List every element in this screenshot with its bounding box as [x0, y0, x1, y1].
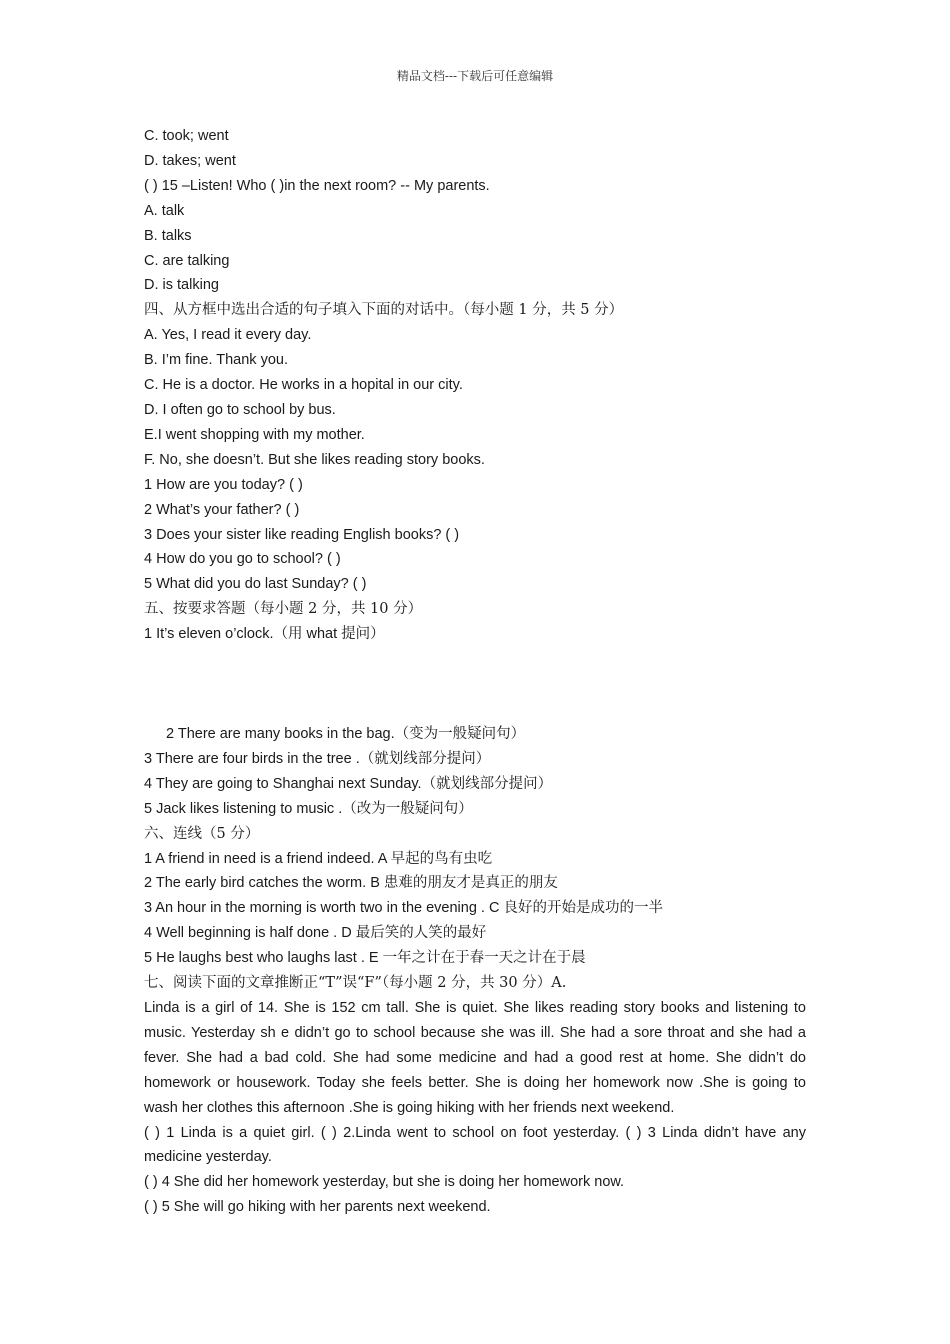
question-line: 2 What’s your father? ( ) — [144, 501, 300, 518]
answer-space — [144, 647, 806, 722]
section-heading: 七、阅读下面的文章推断正“T”误“F”（每小题 2 分，共 30 分）A. — [144, 975, 567, 992]
option-line: D. is talking — [144, 277, 219, 294]
question-line: ( ) 4 She did her homework yesterday, but she is doing her homework now. — [144, 1174, 625, 1191]
option-line: F. No, she doesn’t. But she likes reading story books. — [144, 451, 485, 468]
question-line: 3 Does your sister like reading English books? ( ) — [144, 526, 460, 543]
option-line: C. are talking — [144, 252, 230, 269]
section-heading: 六、连线（5 分） — [144, 825, 260, 842]
question-line: ( ) 15 –Listen! Who ( )in the next room? -- My parents. — [144, 177, 490, 194]
matching-line: 3 An hour in the morning is worth two in the evening . C 良好的开始是成功的一半 — [144, 900, 663, 917]
matching-line: 5 He laughs best who laughs last . E 一年之计在于春一天之计在于晨 — [144, 950, 586, 967]
true-false-questions: ( ) 1 Linda is a quiet girl. ( ) 2.Linda went to school on foot yesterday. ( ) 3 Linda didn’t have any medicine yesterday. — [144, 1124, 806, 1166]
question-line: 2 There are many books in the bag.（变为一般疑问句） — [166, 726, 526, 743]
question-line: 5 Jack likes listening to music .（改为一般疑问句） — [144, 800, 473, 817]
text-line: C. took; went — [144, 128, 229, 144]
text-line: D. takes; went — [144, 152, 236, 169]
section-heading: 四、从方框中选出合适的句子填入下面的对话中。（每小题 1 分，共 5 分） — [144, 302, 624, 319]
section-heading: 五、按要求答题（每小题 2 分，共 10 分） — [144, 601, 423, 618]
matching-line: 1 A friend in need is a friend indeed. A 早起的鸟有虫吃 — [144, 850, 493, 867]
option-line: E.I went shopping with my mother. — [144, 426, 365, 443]
option-line: A. Yes, I read it every day. — [144, 327, 312, 344]
matching-line: 2 The early bird catches the worm. B 患难的朋友才是真正的朋友 — [144, 875, 558, 892]
question-line: 3 There are four birds in the tree .（就划线部分提问） — [144, 750, 491, 767]
page-header: 精品文档---下载后可任意编辑 — [396, 69, 554, 83]
document-body — [144, 124, 806, 1220]
reading-passage: Linda is a girl of 14. She is 152 cm tall. She is quiet. She likes reading story books and listening to music. Yesterday sh e didn’t go to school because she was ill. She had a sore throat and she had a fever. She had a bad cold. She had some medicine and had a good rest at home. She didn’t do homework or housework. Today she feels better. She is doing her homework now .She is going to wash her clothes this afternoon .She is going hiking with her friends next weekend. — [144, 1000, 806, 1116]
option-line: B. I’m fine. Thank you. — [144, 352, 288, 369]
question-line: 4 They are going to Shanghai next Sunday.（就划线部分提问） — [144, 775, 553, 792]
matching-line: 4 Well beginning is half done . D 最后笑的人笑的最好 — [144, 925, 487, 942]
option-line: C. He is a doctor. He works in a hopital in our city. — [144, 377, 463, 394]
question-line: 1 It’s eleven o’clock.（用 what 提问） — [144, 626, 385, 643]
question-line: 1 How are you today? ( ) — [144, 476, 303, 493]
option-line: D. I often go to school by bus. — [144, 401, 336, 418]
question-line: 4 How do you go to school? ( ) — [144, 551, 341, 568]
question-line: 5 What did you do last Sunday? ( ) — [144, 576, 367, 593]
option-line: A. talk — [144, 202, 185, 219]
option-line: B. talks — [144, 227, 192, 244]
question-line: ( ) 5 She will go hiking with her parents next weekend. — [144, 1199, 491, 1216]
